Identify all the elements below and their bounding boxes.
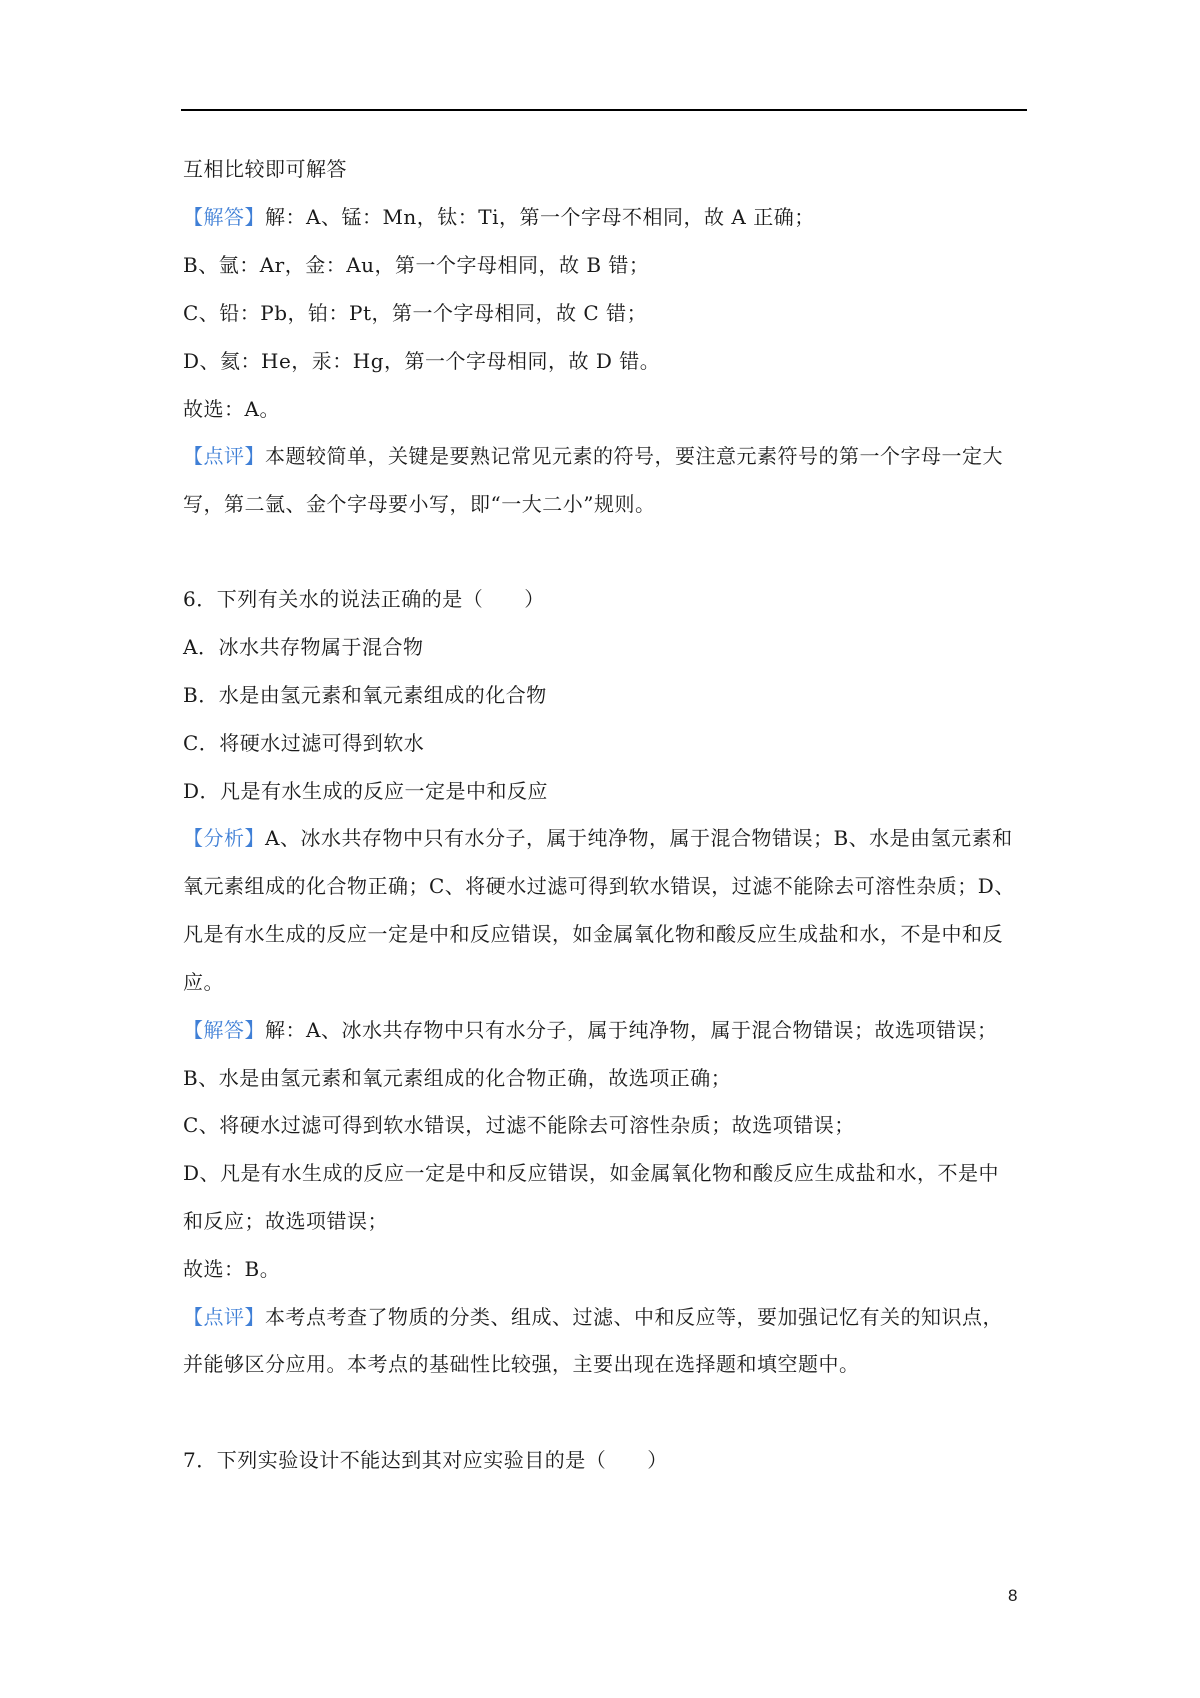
line-text: D、氦：He，汞：Hg，第一个字母相同，故 D 错。 [183, 349, 661, 373]
option-a: A．冰水共存物属于混合物 [183, 635, 424, 659]
option-b: B．水是由氢元素和氧元素组成的化合物 [183, 683, 547, 707]
line-12 [183, 728, 1027, 758]
line-text: 互相比较即可解答 [183, 157, 347, 181]
line-26 [183, 1445, 1027, 1475]
page-number: 8 [1008, 1586, 1018, 1605]
line-4 [183, 298, 1027, 328]
line-text: A、冰水共存物中只有水分子，属于纯净物，属于混合物错误；B、水是由氢元素和 [265, 826, 1013, 850]
line-16 [183, 919, 1027, 949]
option-d: D．凡是有水生成的反应一定是中和反应 [183, 779, 549, 803]
question-7-stem: 7．下列实验设计不能达到其对应实验目的是（ ） [183, 1448, 668, 1472]
line-19 [183, 1063, 1027, 1093]
line-text: C、铅：Pb，铂：Pt，第一个字母相同，故 C 错； [183, 301, 648, 325]
line-14 [183, 823, 1027, 853]
line-text: 凡是有水生成的反应一定是中和反应错误，如金属氧化物和酸反应生成盐和水，不是中和反 [183, 922, 1003, 946]
line-20 [183, 1110, 1027, 1140]
line-text: 故选：B。 [183, 1257, 281, 1281]
line-text: 故选：A。 [183, 397, 280, 421]
question-6-stem: 6．下列有关水的说法正确的是（ ） [183, 587, 545, 611]
line-text: D、凡是有水生成的反应一定是中和反应错误，如金属氧化物和酸反应生成盐和水，不是中 [183, 1161, 1000, 1185]
line-3 [183, 250, 1027, 280]
line-2 [183, 202, 1027, 232]
line-15 [183, 871, 1027, 901]
line-7 [183, 441, 1027, 471]
line-18 [183, 1015, 1027, 1045]
line-text: 应。 [183, 970, 224, 994]
line-text: 本考点考查了物质的分类、组成、过滤、中和反应等，要加强记忆有关的知识点， [265, 1305, 1003, 1329]
line-9 [183, 584, 1027, 614]
line-1 [183, 154, 1027, 184]
line-text: 并能够区分应用。本考点的基础性比较强，主要出现在选择题和填空题中。 [183, 1352, 860, 1376]
answer-tag: 【解答】 [183, 205, 265, 229]
option-c: C．将硬水过滤可得到软水 [183, 731, 425, 755]
line-10 [183, 632, 1027, 662]
line-text: B、水是由氢元素和氧元素组成的化合物正确，故选项正确； [183, 1066, 732, 1090]
line-22 [183, 1206, 1027, 1236]
line-text: 和反应；故选项错误； [183, 1209, 388, 1233]
line-5 [183, 346, 1027, 376]
header-rule [181, 109, 1027, 111]
line-text: 本题较简单，关键是要熟记常见元素的符号，要注意元素符号的第一个字母一定大 [265, 444, 1003, 468]
line-21 [183, 1158, 1027, 1188]
line-8 [183, 489, 1027, 519]
line-text: 解：A、锰：Mn，钛：Ti，第一个字母不相同，故 A 正确； [265, 205, 815, 229]
line-23 [183, 1254, 1027, 1284]
comment-tag: 【点评】 [183, 444, 265, 468]
line-text: 写，第二氩、金个字母要小写，即“一大二小”规则。 [183, 492, 656, 516]
line-25 [183, 1349, 1027, 1379]
line-24 [183, 1302, 1027, 1332]
comment-tag: 【点评】 [183, 1305, 265, 1329]
line-13 [183, 776, 1027, 806]
analysis-tag: 【分析】 [183, 826, 265, 850]
line-11 [183, 680, 1027, 710]
line-text: C、将硬水过滤可得到软水错误，过滤不能除去可溶性杂质；故选项错误； [183, 1113, 855, 1137]
answer-tag: 【解答】 [183, 1018, 265, 1042]
line-text: B、氩：Ar，金：Au，第一个字母相同，故 B 错； [183, 253, 650, 277]
line-6 [183, 394, 1027, 424]
line-text: 氧元素组成的化合物正确；C、将硬水过滤可得到软水错误，过滤不能除去可溶性杂质；D、 [183, 874, 1015, 898]
line-text: 解：A、冰水共存物中只有水分子，属于纯净物，属于混合物错误；故选项错误； [265, 1018, 998, 1042]
line-17 [183, 967, 1027, 997]
